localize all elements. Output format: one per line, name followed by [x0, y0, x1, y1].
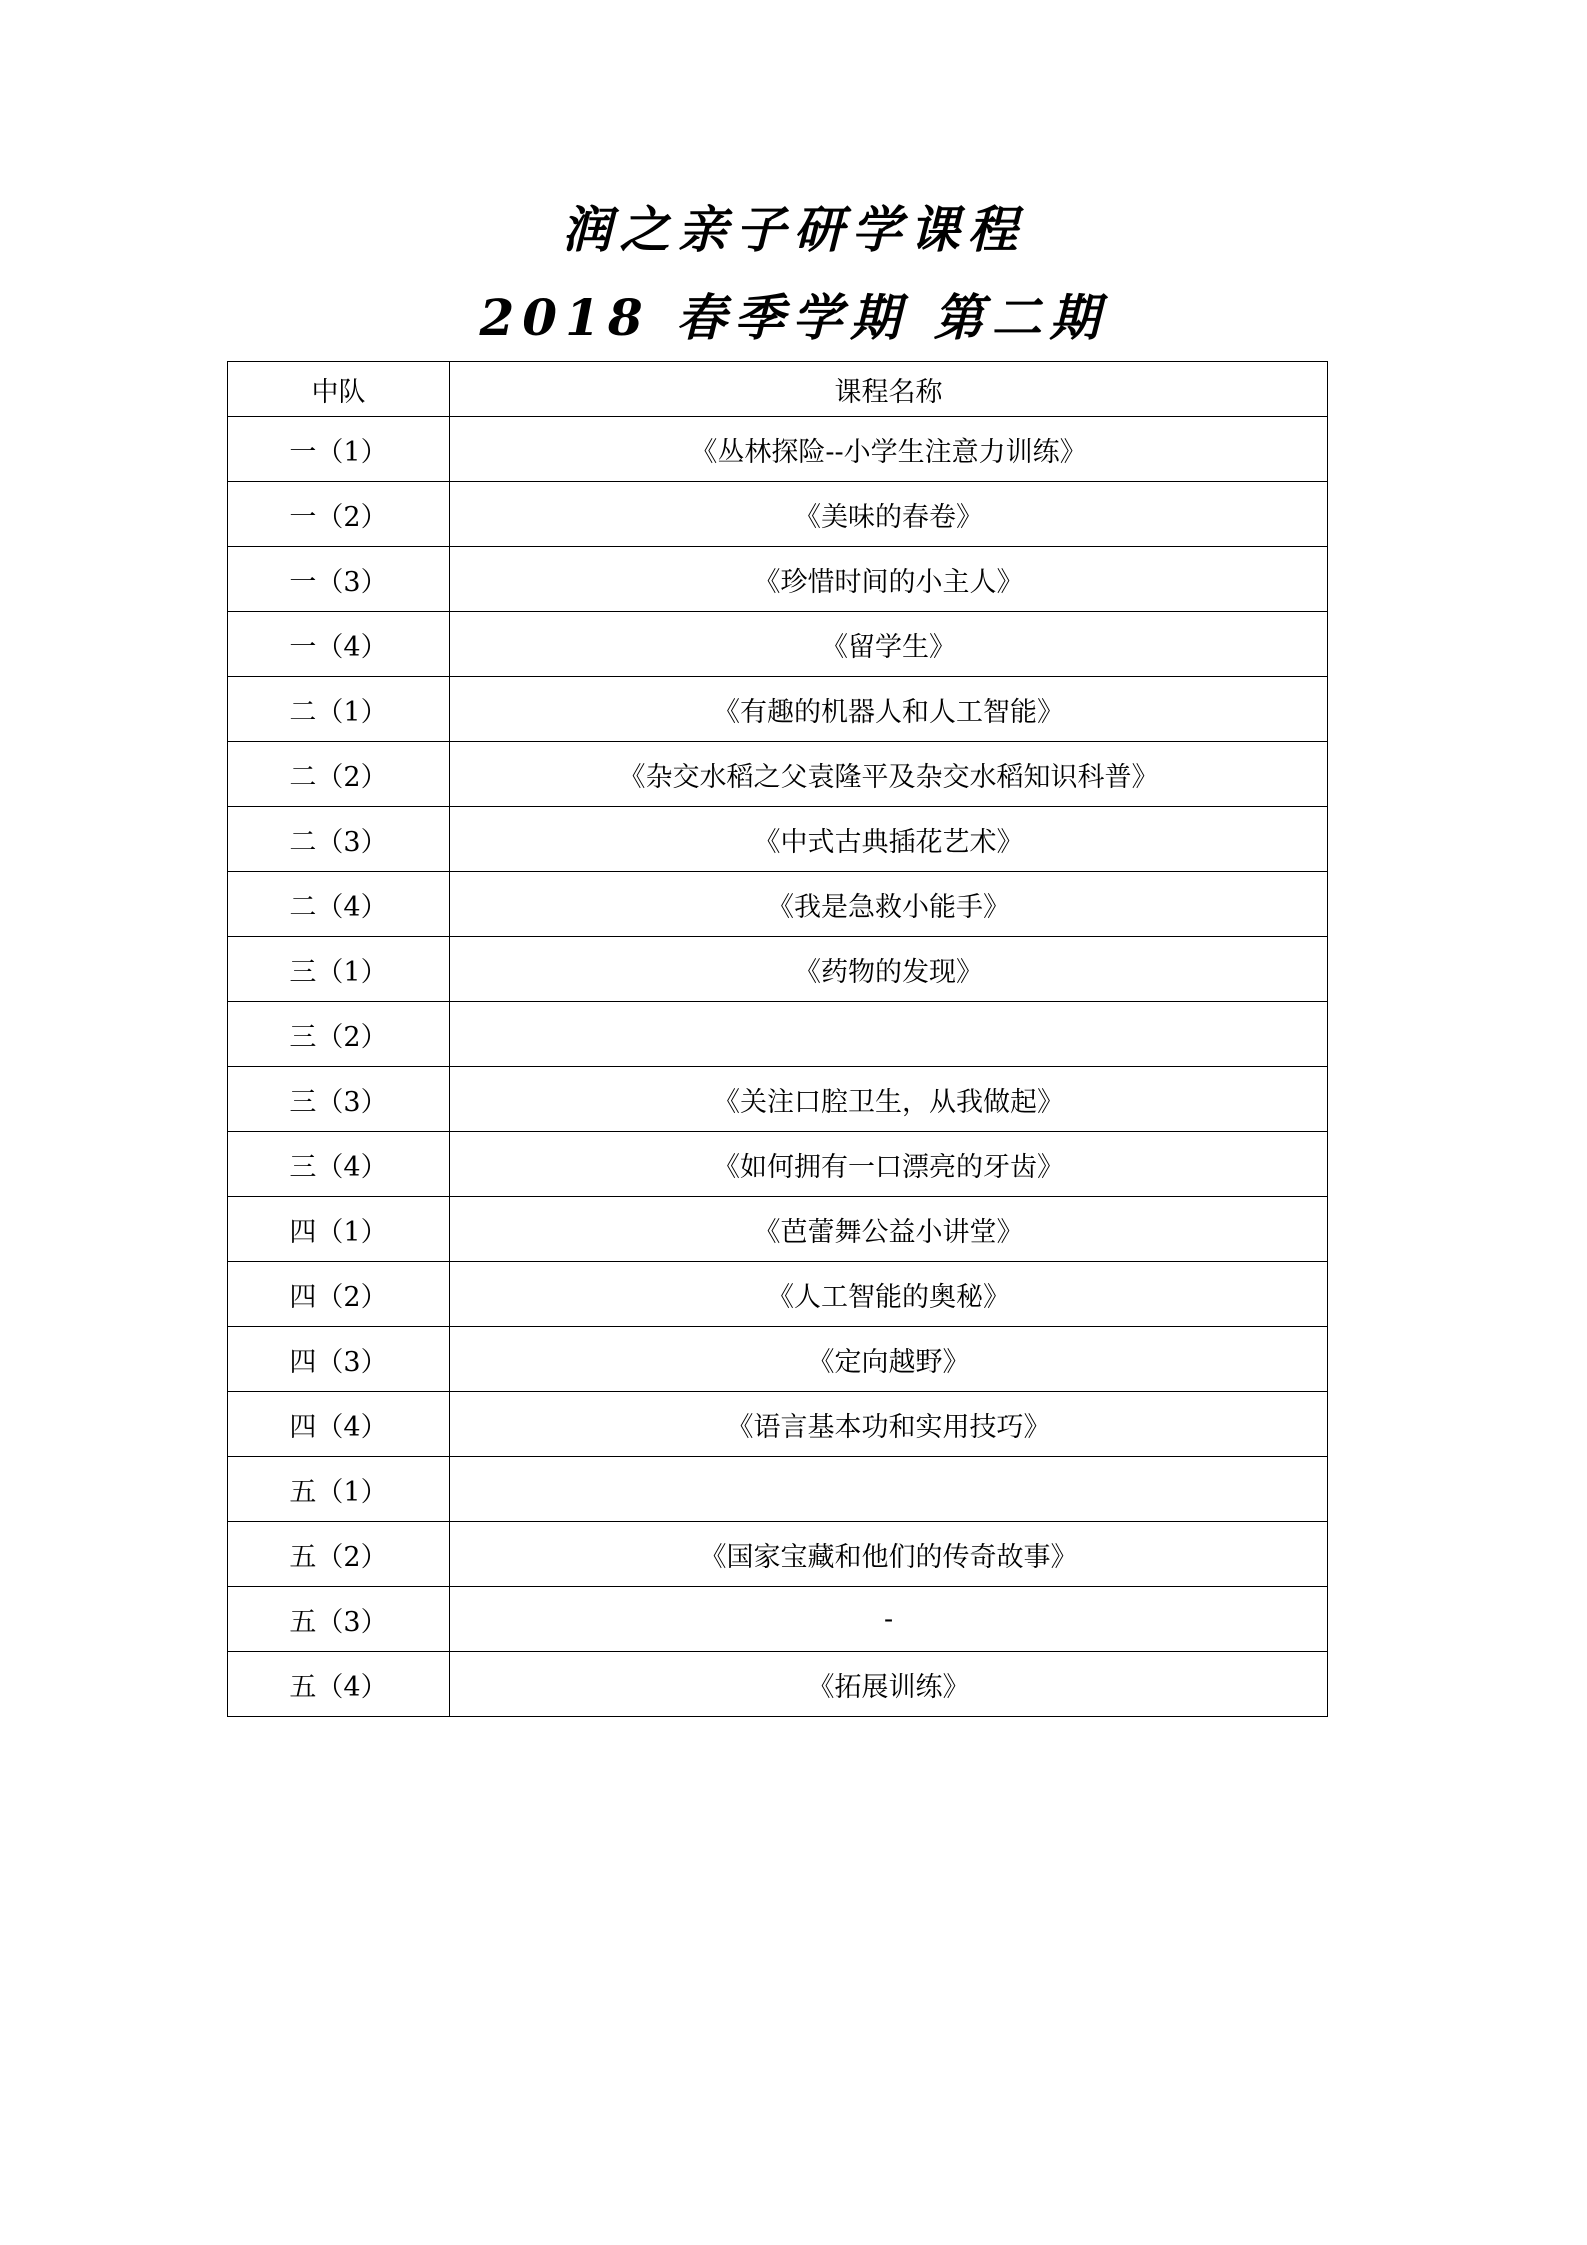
squad-cell: 五（3） [228, 1587, 450, 1652]
squad-cell: 四（2） [228, 1262, 450, 1327]
table-row [228, 612, 1328, 677]
squad-cell: 二（3） [228, 807, 450, 872]
course-name-cell [450, 1002, 1328, 1067]
squad-cell: 一（4） [228, 612, 450, 677]
table-row [228, 417, 1328, 482]
header-course-name: 课程名称 [450, 362, 1328, 417]
squad-cell: 四（1） [228, 1197, 450, 1262]
course-name-cell: 《有趣的机器人和人工智能》 [450, 677, 1328, 742]
table-row [228, 1392, 1328, 1457]
table-row [228, 1132, 1328, 1197]
table-row [228, 1587, 1328, 1652]
document-title: 润之亲子研学课程 [561, 200, 1026, 259]
table-row [228, 1067, 1328, 1132]
table-row [228, 872, 1328, 937]
table-row [228, 547, 1328, 612]
course-name-cell: 《关注口腔卫生，从我做起》 [450, 1067, 1328, 1132]
course-name-cell [450, 1457, 1328, 1522]
table-row [228, 1197, 1328, 1262]
course-name-cell: 《药物的发现》 [450, 937, 1328, 1002]
header-squad: 中队 [228, 362, 450, 417]
document-subtitle: 2018 春季学期 第二期 [479, 288, 1108, 347]
course-name-cell: 《杂交水稻之父袁隆平及杂交水稻知识科普》 [450, 742, 1328, 807]
table-row [228, 1522, 1328, 1587]
squad-cell: 五（2） [228, 1522, 450, 1587]
table-row [228, 807, 1328, 872]
table-row [228, 937, 1328, 1002]
course-name-cell: 《国家宝藏和他们的传奇故事》 [450, 1522, 1328, 1587]
table-row [228, 742, 1328, 807]
table-row [228, 677, 1328, 742]
course-name-cell: 《语言基本功和实用技巧》 [450, 1392, 1328, 1457]
squad-cell: 四（3） [228, 1327, 450, 1392]
course-name-cell: 《定向越野》 [450, 1327, 1328, 1392]
squad-cell: 一（3） [228, 547, 450, 612]
table-row [228, 1327, 1328, 1392]
squad-cell: 二（4） [228, 872, 450, 937]
squad-cell: 二（2） [228, 742, 450, 807]
squad-cell: 一（2） [228, 482, 450, 547]
table-body [228, 417, 1328, 1717]
table-row [228, 1652, 1328, 1717]
table-row [228, 1262, 1328, 1327]
course-name-cell: 《芭蕾舞公益小讲堂》 [450, 1197, 1328, 1262]
course-table [227, 361, 1328, 1717]
squad-cell: 三（4） [228, 1132, 450, 1197]
course-name-cell: 《我是急救小能手》 [450, 872, 1328, 937]
course-name-cell: - [450, 1587, 1328, 1652]
squad-cell: 五（1） [228, 1457, 450, 1522]
squad-cell: 四（4） [228, 1392, 450, 1457]
squad-cell: 三（1） [228, 937, 450, 1002]
squad-cell: 三（2） [228, 1002, 450, 1067]
table-row [228, 482, 1328, 547]
course-name-cell: 《美味的春卷》 [450, 482, 1328, 547]
table-row [228, 1457, 1328, 1522]
squad-cell: 一（1） [228, 417, 450, 482]
course-name-cell: 《如何拥有一口漂亮的牙齿》 [450, 1132, 1328, 1197]
course-name-cell: 《人工智能的奥秘》 [450, 1262, 1328, 1327]
squad-cell: 五（4） [228, 1652, 450, 1717]
table-row [228, 1002, 1328, 1067]
squad-cell: 二（1） [228, 677, 450, 742]
table-header-row [228, 362, 1328, 417]
course-name-cell: 《丛林探险--小学生注意力训练》 [450, 417, 1328, 482]
course-name-cell: 《拓展训练》 [450, 1652, 1328, 1717]
course-name-cell: 《珍惜时间的小主人》 [450, 547, 1328, 612]
course-name-cell: 《中式古典插花艺术》 [450, 807, 1328, 872]
course-name-cell: 《留学生》 [450, 612, 1328, 677]
squad-cell: 三（3） [228, 1067, 450, 1132]
